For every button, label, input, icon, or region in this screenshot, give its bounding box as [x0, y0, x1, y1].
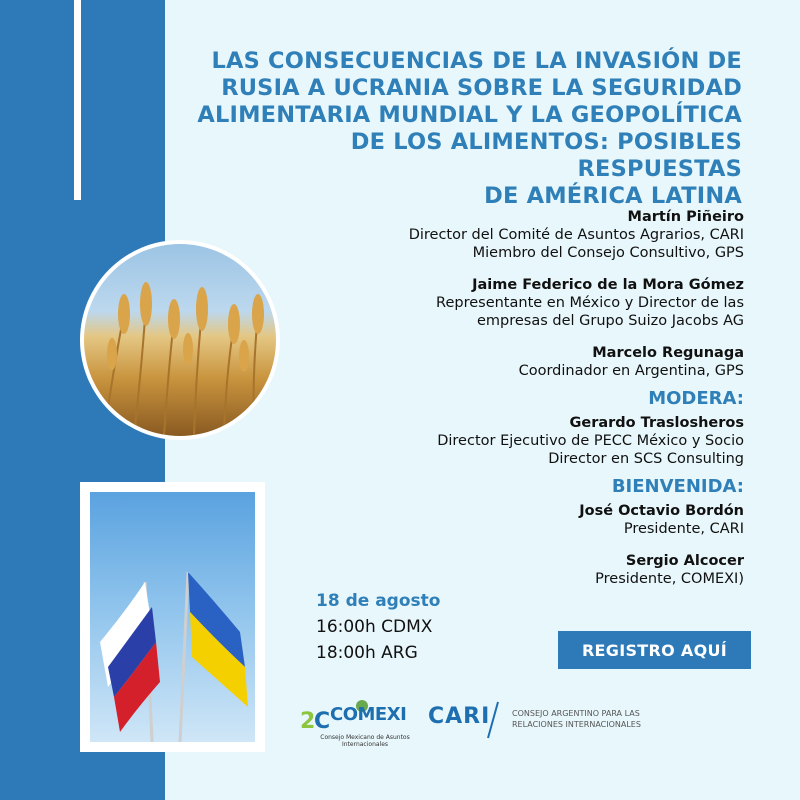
- event-time-cdmx: 16:00h CDMX: [316, 617, 433, 637]
- speaker-block: [304, 276, 744, 330]
- welcome-heading: BIENVENIDA:: [611, 476, 744, 497]
- welcome-role: Presidente, COMEXI): [595, 571, 744, 587]
- flags-photo-frame: [80, 482, 265, 752]
- speaker-name: Martín Piñeiro: [627, 209, 744, 225]
- event-time-arg: 18:00h ARG: [316, 643, 418, 663]
- welcome-name: Sergio Alcocer: [625, 553, 744, 569]
- welcome-block: [304, 502, 744, 538]
- comexi-subtitle: Consejo Mexicano de Asuntos Internacionales: [320, 734, 410, 748]
- speaker-role: Director del Comité de Asuntos Agrarios, CARI: [408, 227, 744, 243]
- speaker-role: empresas del Grupo Suizo Jacobs AG: [476, 313, 744, 329]
- white-accent-line: [74, 0, 81, 200]
- cari-description: CONSEJO ARGENTINO PARA LAS RELACIONES INTERNACIONALES: [512, 709, 641, 729]
- welcome-role: Presidente, CARI: [623, 521, 744, 537]
- welcome-name: José Octavio Bordón: [579, 503, 744, 519]
- speaker-role: Representante en México y Director de las: [436, 295, 744, 311]
- flags-image: [90, 492, 255, 742]
- speaker-name: Marcelo Regunaga: [592, 345, 744, 361]
- moderator-heading: MODERA:: [648, 388, 744, 409]
- wheat-field-image: [84, 244, 276, 436]
- event-date: 18 de agosto: [316, 591, 441, 611]
- moderator-block: [304, 414, 744, 468]
- partner-logos: [300, 694, 760, 764]
- speakers-list: [304, 208, 744, 602]
- svg-text:2: 2: [300, 709, 316, 734]
- speaker-block: [304, 208, 744, 262]
- moderator-role: Director Ejecutivo de PECC México y Socio: [437, 433, 744, 449]
- speaker-role: Coordinador en Argentina, GPS: [518, 363, 744, 379]
- speaker-block: [304, 344, 744, 380]
- moderator-role: Director en SCS Consulting: [548, 451, 744, 467]
- event-schedule: [316, 588, 440, 666]
- speaker-role: Miembro del Consejo Consultivo, GPS: [472, 245, 744, 261]
- cari-slash-icon: [484, 700, 502, 740]
- comexi-name: COMEXI: [330, 704, 407, 725]
- moderator-name: Gerardo Traslosheros: [569, 415, 744, 431]
- page-title: LAS CONSECUENCIAS DE LA INVASIÓN DE RUSIA A UCRANIA SOBRE LA SEGURIDAD ALIMENTARIA MUNDIAL Y LA GEOPOLÍTICA DE LOS ALIMENTOS: POSIBLES RESPUESTAS DE AMÉRICA LATINA: [197, 48, 742, 209]
- wheat-photo-circle: [80, 240, 280, 440]
- ukraine-flag: [188, 572, 248, 707]
- cari-name: CARI: [428, 704, 491, 729]
- speaker-name: Jaime Federico de la Mora Gómez: [472, 277, 744, 293]
- register-button[interactable]: REGISTRO AQUÍ: [558, 631, 751, 669]
- welcome-block: [304, 552, 744, 588]
- svg-text:C: C: [314, 709, 331, 734]
